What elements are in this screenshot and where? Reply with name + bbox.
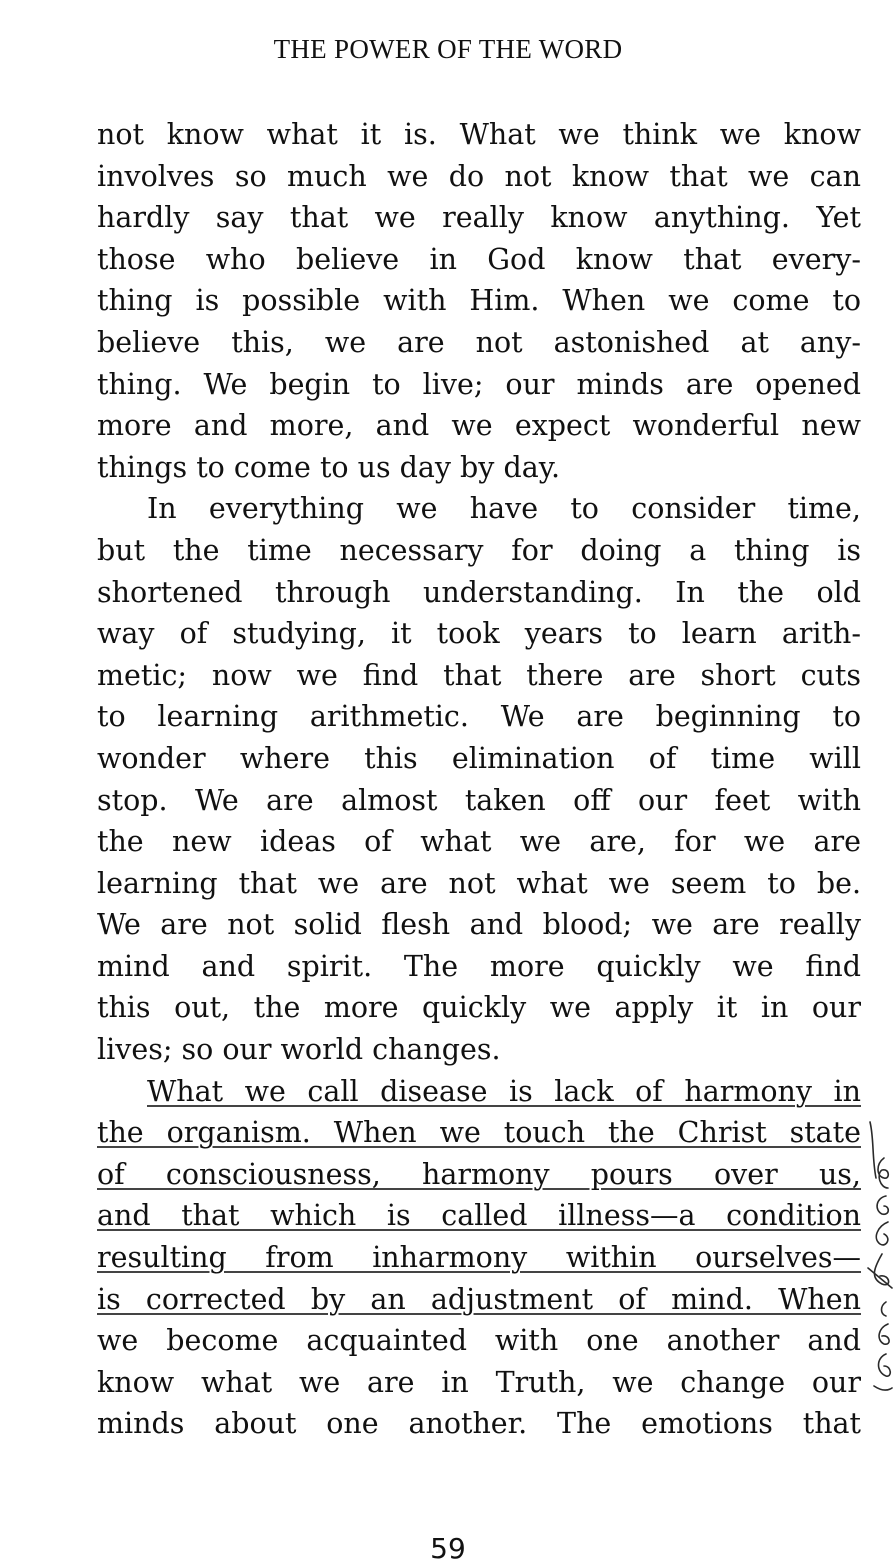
text-line: thing is possible with Him. When we come to (97, 284, 861, 318)
paragraph-first-line: In everything we have to consider time, (147, 492, 861, 526)
page-number: 59 (430, 1532, 466, 1565)
text-line: way of studying, it took years to learn arith- (97, 617, 861, 651)
text-line: thing. We begin to live; our minds are opened (97, 367, 861, 401)
running-head: THE POWER OF THE WORD (273, 34, 623, 64)
text-line: wonder where this elimination of time will (97, 741, 861, 775)
text-line: know what we are in Truth, we change our (97, 1365, 861, 1399)
underlined-text-line: is corrected by an adjustment of mind. When (97, 1282, 861, 1316)
underlined-text-line: of consciousness, harmony pours over us, (97, 1157, 861, 1191)
body-text (97, 114, 861, 1445)
text-line: to learning arithmetic. We are beginning to (97, 700, 861, 734)
text-line: stop. We are almost taken off our feet with (97, 783, 861, 817)
text-line: the new ideas of what we are, for we are (97, 825, 861, 859)
text-line: more and more, and we expect wonderful new (97, 409, 861, 443)
underlined-paragraph-first-line: What we call disease is lack of harmony in (147, 1074, 861, 1108)
handwriting-scribble (862, 1118, 896, 1408)
text-line: this out, the more quickly we apply it in our (97, 991, 861, 1025)
text-line: minds about one another. The emotions that (97, 1407, 861, 1441)
handwritten-margin-note (862, 1118, 896, 1408)
text-line: things to come to us day by day. (97, 450, 561, 484)
text-line: learning that we are not what we seem to be. (97, 866, 861, 900)
text-line: mind and spirit. The more quickly we find (97, 949, 861, 983)
text-line: hardly say that we really know anything. Yet (97, 201, 861, 235)
underlined-text-line: resulting from inharmony within ourselves— (97, 1241, 861, 1275)
text-line: involves so much we do not know that we can (97, 159, 861, 193)
text-line: those who believe in God know that every- (97, 242, 861, 276)
text-line: shortened through understanding. In the old (97, 575, 861, 609)
underlined-text-line: the organism. When we touch the Christ state (97, 1116, 861, 1150)
underlined-text-line: and that which is called illness—a condition (97, 1199, 861, 1233)
text-line: we become acquainted with one another and (97, 1324, 861, 1358)
text-line: believe this, we are not astonished at any- (97, 325, 861, 359)
text-line: We are not solid flesh and blood; we are really (97, 908, 861, 942)
text-line: but the time necessary for doing a thing is (97, 533, 861, 567)
text-line: not know what it is. What we think we know (97, 118, 861, 151)
text-line: metic; now we find that there are short cuts (97, 658, 861, 692)
text-line: lives; so our world changes. (97, 1033, 501, 1067)
